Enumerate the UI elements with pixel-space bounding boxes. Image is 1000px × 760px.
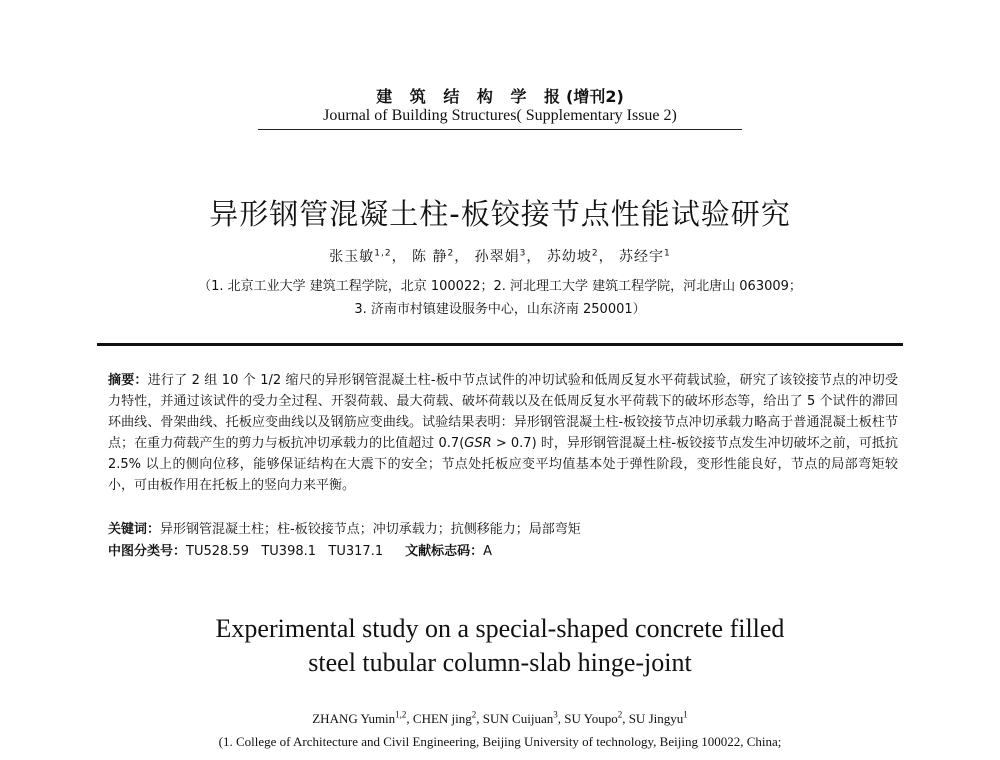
abstract (108, 370, 898, 496)
keywords-text: 异形钢管混凝土柱；柱-板铰接节点；冲切承载力；抗侧移能力；局部弯矩 (160, 522, 581, 537)
paper-title-cn: 异形钢管混凝土柱-板铰接节点性能试验研究 (209, 197, 791, 231)
classification (108, 540, 898, 559)
author-en: SU Jingyu$^1$ (628, 710, 688, 727)
affiliation-en: (1. College of Architecture and Civil Engineering, Beijing University of technology, Beijing 100022, China; (218, 734, 782, 749)
clc-codes: TU528.59 TU398.1 TU317.1 (186, 544, 384, 559)
doc-code-label: 文献标志码： (405, 544, 484, 559)
author-list-cn (0, 246, 1000, 266)
abstract-variable: GSR (464, 436, 492, 451)
author-en: SUN Cuijuan$^3$, (482, 710, 565, 727)
journal-issue-cn: (增刊2) (566, 87, 624, 106)
abstract-text-part-2: > 0.7) 时，异形钢管混凝土柱-板铰接节点发生冲切破坏之前，可抵抗 2.5% 以上的侧向位移，能够保证结构在大震下的安全；节点处托板应变平均值基本处于弹性阶段，变形性能良好，节点的局部弯矩较小，可由板作用在托板上的竖向力来平衡。 (108, 436, 898, 493)
abstract-text-part-1: 进行了 2 组 10 个 1/2 缩尺的异形钢管混凝土柱-板中节点试件的冲切试验和低周反复水平荷载试验，研究了该铰接节点的冲切受力特性，并通过该试件的受力全过程、开裂荷载、最大荷载、破坏荷载以及在低周反复水平荷载下的破坏形态等，给出了 5 个试件的滞回环曲线、骨架曲线、托板应变曲线以及钢筋应变曲线。试验结果表明：异形钢管混凝土柱-板铰接节点冲切承载力略高于普通混凝土板柱节点；在重力荷载产生的剪力与板抗冲切承载力的比值超过 0.7( (108, 373, 898, 451)
clc-label: 中图分类号： (108, 544, 187, 559)
abstract-label: 摘要： (108, 373, 148, 388)
author-en: SU Youpo$^2$, (564, 710, 629, 727)
paper-title-en-line-1: Experimental study on a special-shaped concrete filled (215, 614, 785, 643)
affiliation-cn-line-2: 3. 济南市村镇建设服务中心，山东济南 250001） (354, 302, 646, 317)
journal-divider (258, 129, 742, 130)
author-en: ZHANG Yumin$^{1,2}$, (312, 710, 413, 727)
header-divider (97, 343, 903, 346)
author-cn: 孙翠娟$^3$， (474, 248, 542, 265)
author-en: CHEN jing$^2$, (412, 710, 483, 727)
keywords (108, 518, 898, 537)
affiliation-cn-line-1: （1. 北京工业大学 建筑工程学院，北京 100022；2. 河北理工大学 建筑工程学院，河北唐山 063009； (198, 279, 802, 294)
journal-name-en: Journal of Building Structures( Supplementary Issue 2) (323, 107, 677, 124)
doc-code: A (483, 544, 493, 559)
author-cn: 陈 静$^2$， (412, 248, 470, 265)
keywords-label: 关键词： (108, 522, 161, 537)
paper-title-en-line-2: steel tubular column-slab hinge-joint (308, 648, 692, 677)
journal-name-cn (0, 84, 1000, 107)
author-list-en (0, 710, 1000, 727)
author-cn: 苏幼坡$^2$， (546, 248, 614, 265)
author-cn: 苏经宇$^1$ (619, 248, 671, 265)
journal-name-cn-text: 建 筑 结 构 学 报 (376, 87, 567, 106)
author-cn: 张玉敏$^{1,2}$， (329, 248, 407, 265)
paper-title-en (0, 612, 1000, 680)
